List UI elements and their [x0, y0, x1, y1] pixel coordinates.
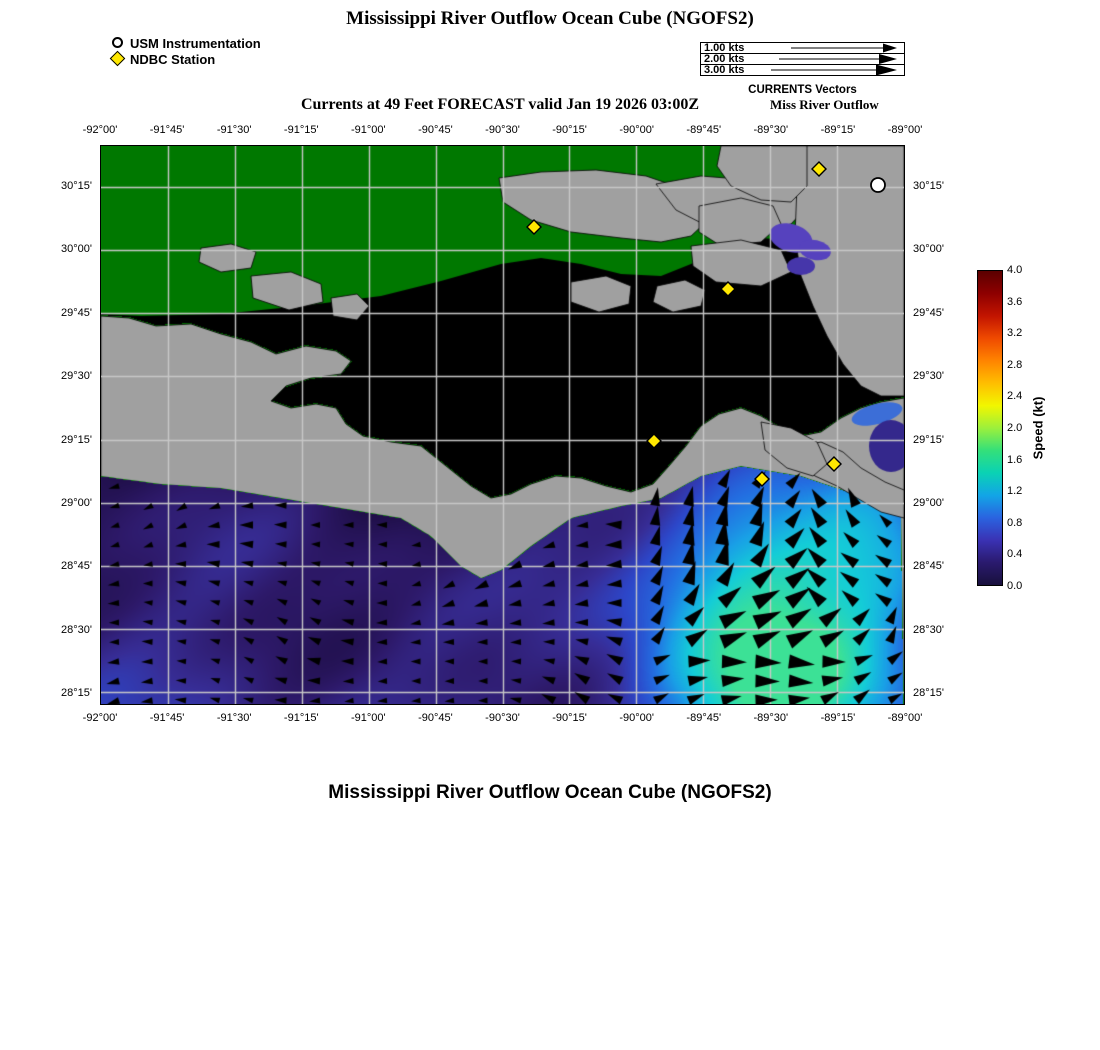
colorbar-tick-label: 0.4	[1007, 548, 1023, 561]
x-axis-tick-label: -91°15'	[283, 124, 319, 136]
vector-key-caption: CURRENTS Vectors	[748, 84, 857, 96]
colorbar-tick-label: 0.0	[1007, 580, 1023, 592]
y-axis-tick-label: 29°00'	[61, 496, 92, 509]
y-axis-tick-label: 28°45'	[913, 560, 944, 573]
x-axis-tick-label: -90°15'	[552, 712, 587, 724]
x-axis-tick-label: -89°15'	[820, 124, 856, 136]
colorbar-tick-label: 3.6	[1007, 295, 1023, 308]
x-axis-tick-label: -89°45'	[686, 712, 722, 724]
x-axis-tick-label: -90°15'	[552, 124, 587, 136]
y-axis-tick-label: 29°15'	[61, 433, 92, 446]
x-axis-tick-label: -89°45'	[686, 124, 722, 136]
vector-arrow-3-icon	[701, 65, 904, 76]
x-axis-tick-label: -89°00'	[887, 712, 923, 724]
vector-key-label-2: 2.00 kts	[704, 53, 745, 65]
x-axis-tick-label: -89°15'	[820, 712, 856, 724]
map-overlay	[101, 146, 904, 704]
colorbar-tick-label: 0.8	[1007, 516, 1023, 529]
legend-item-usm-label: USM Instrumentation	[130, 36, 261, 51]
x-axis-tick-label: -89°30'	[753, 712, 789, 724]
y-axis-tick-label: 29°00'	[913, 496, 944, 509]
vector-key-row-3	[701, 65, 904, 76]
x-axis-tick-label: -90°45'	[418, 124, 453, 136]
colorbar-panel	[977, 264, 1023, 592]
colorbar-tick-label: 2.0	[1007, 422, 1023, 434]
y-axis-tick-label: 29°30'	[61, 370, 92, 383]
y-axis-tick-label: 28°30'	[61, 623, 92, 636]
y-axis-tick-label: 28°30'	[913, 623, 944, 636]
y-axis-tick-label: 30°00'	[61, 243, 92, 256]
legend-item-ndbc-label: NDBC Station	[130, 52, 216, 67]
ndbc-station-4[interactable]	[755, 472, 769, 486]
x-axis-tick-label: -91°45'	[149, 124, 185, 136]
y-axis-tick-label: 29°45'	[61, 306, 92, 319]
legend-item-usm	[110, 36, 261, 51]
diamond-marker-icon	[110, 52, 128, 67]
x-axis-tick-label: -91°30'	[216, 712, 252, 724]
colorbar-gradient	[977, 270, 1003, 586]
ndbc-station-1[interactable]	[527, 220, 541, 234]
y-axis-tick-label: 30°00'	[913, 243, 944, 256]
x-axis-tick-label: -89°00'	[887, 124, 923, 136]
x-axis-tick-label: -91°45'	[149, 712, 185, 724]
ndbc-station-2[interactable]	[721, 282, 735, 296]
x-axis-tick-label: -92°00'	[82, 712, 118, 724]
x-axis-tick-label: -91°00'	[351, 124, 386, 136]
colorbar-tick-label: 1.2	[1007, 485, 1023, 498]
y-axis-tick-label: 28°45'	[61, 560, 92, 573]
ndbc-station-3[interactable]	[647, 434, 661, 448]
x-axis-tick-label: -90°00'	[619, 712, 654, 724]
x-axis-tick-label: -90°30'	[485, 124, 520, 136]
y-axis-tick-label: 28°15'	[913, 687, 944, 699]
y-axis-tick-label: 28°15'	[61, 687, 92, 699]
colorbar-tick-label: 2.8	[1007, 358, 1023, 371]
x-axis-tick-label: -91°30'	[216, 124, 252, 136]
y-axis-tick-label: 30°15'	[61, 180, 92, 192]
usm-instrumentation-1[interactable]	[871, 178, 885, 192]
y-axis-tick-label: 30°15'	[913, 180, 944, 192]
outflow-annotation: Miss River Outflow	[770, 97, 879, 112]
page-title: Mississippi River Outflow Ocean Cube (NGOFS2)	[346, 8, 754, 29]
x-axis-tick-label: -89°30'	[753, 124, 789, 136]
y-axis-tick-label: 29°30'	[913, 370, 944, 383]
x-axis-tick-label: -90°45'	[418, 712, 453, 724]
x-axis-tick-label: -91°15'	[283, 712, 319, 724]
y-axis-tick-label: 29°45'	[913, 306, 944, 319]
marker-legend	[110, 36, 261, 68]
circle-marker-icon	[110, 36, 128, 51]
vector-key-label-1: 1.00 kts	[704, 42, 745, 54]
legend-item-ndbc	[110, 52, 261, 67]
x-axis-tick-label: -90°00'	[619, 124, 654, 136]
ndbc-station-6[interactable]	[812, 162, 826, 176]
footer-title: Mississippi River Outflow Ocean Cube (NGOFS2)	[328, 782, 772, 803]
x-axis-tick-label: -91°00'	[351, 712, 386, 724]
colorbar-tick-label: 3.2	[1007, 327, 1023, 340]
colorbar-tick-label: 1.6	[1007, 453, 1023, 466]
y-axis-tick-label: 29°15'	[913, 433, 944, 446]
colorbar-tick-label: 2.4	[1007, 390, 1023, 403]
map-panel[interactable]	[100, 145, 905, 705]
colorbar-title: Speed (kt)	[1030, 396, 1046, 460]
vector-scale-key	[700, 42, 905, 76]
vector-key-label-3: 3.00 kts	[704, 64, 745, 76]
ndbc-station-5[interactable]	[827, 457, 841, 471]
x-axis-tick-label: -92°00'	[82, 124, 118, 136]
colorbar-tick-label: 4.0	[1007, 264, 1023, 276]
map-subtitle: Currents at 49 Feet FORECAST valid Jan 19 2026 03:00Z	[300, 96, 700, 113]
x-axis-tick-label: -90°30'	[485, 712, 520, 724]
